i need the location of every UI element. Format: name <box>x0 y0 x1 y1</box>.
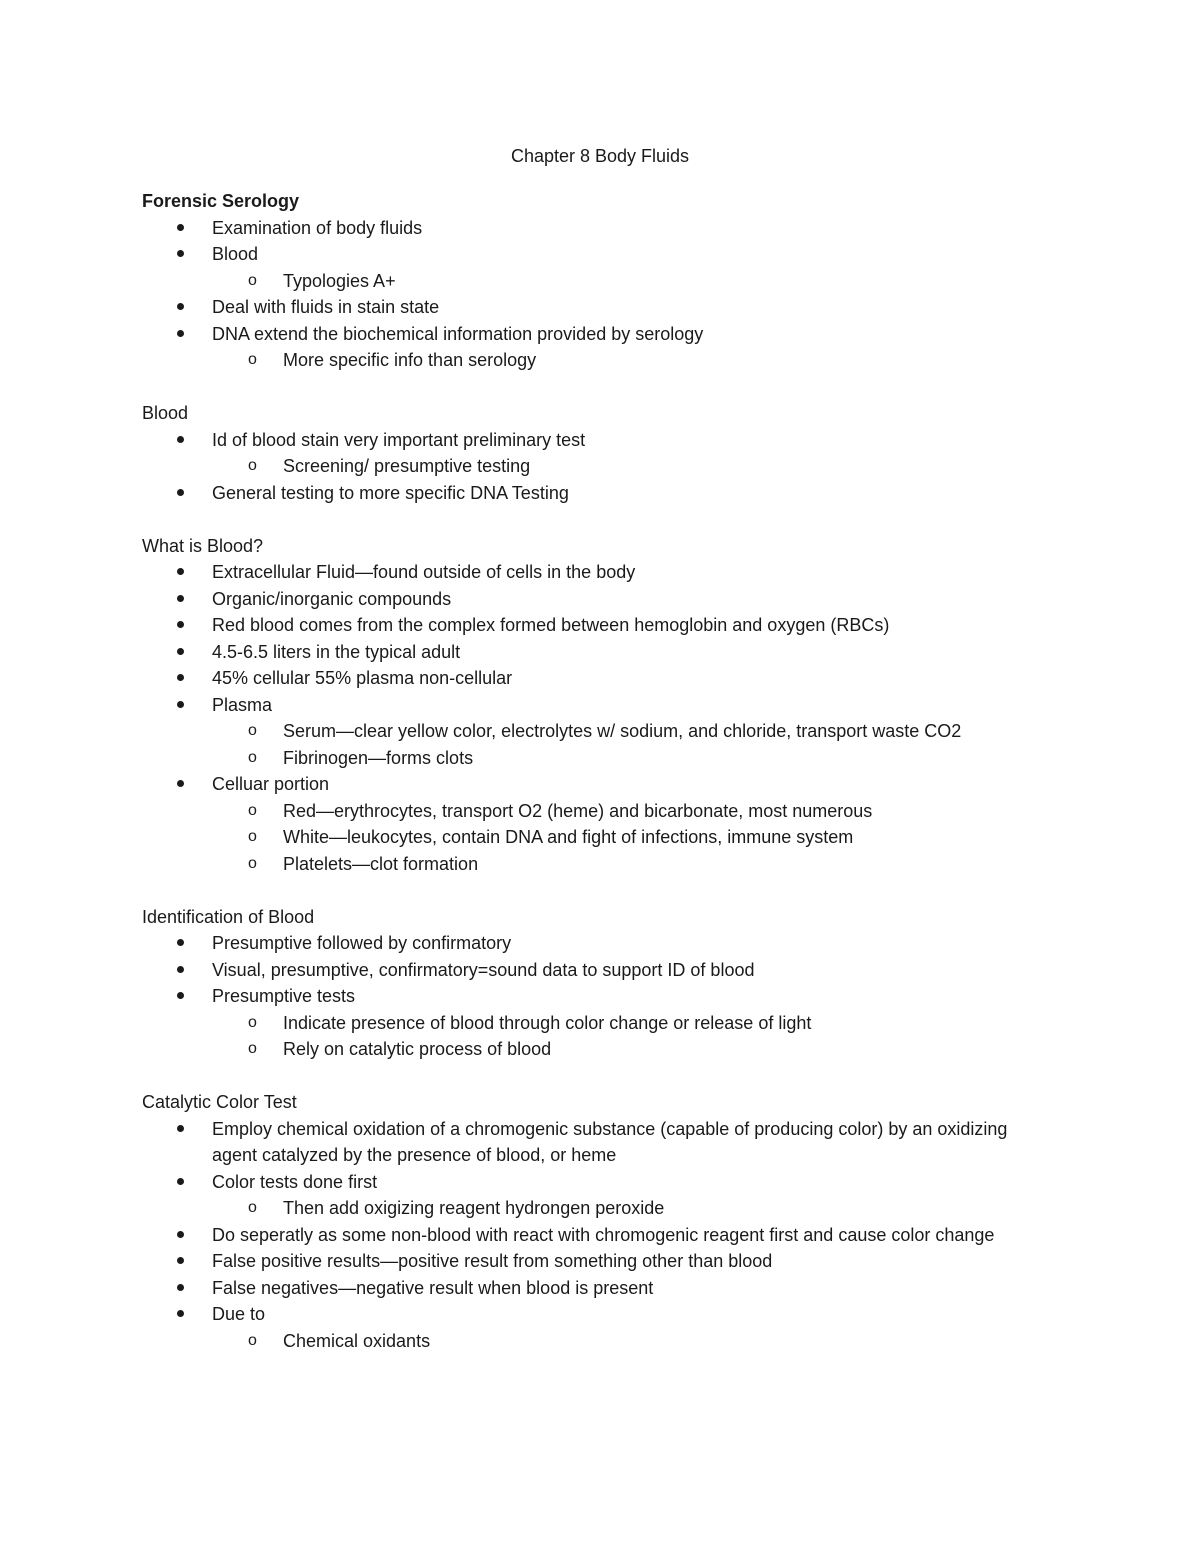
section-heading: Forensic Serology <box>142 191 300 211</box>
sub-list-item-text: Then add oxigizing reagent hydrongen peroxide <box>283 1198 665 1218</box>
bullet-dot-icon <box>177 330 184 337</box>
list-item <box>142 1116 1042 1169</box>
list-item <box>142 1248 1042 1275</box>
hollow-bullet-icon: o <box>248 1199 257 1216</box>
sub-bullet-list <box>212 347 1042 374</box>
sub-bullet-list <box>212 1195 1042 1222</box>
list-item-text: Organic/inorganic compounds <box>212 588 452 609</box>
list-item-text: 45% cellular 55% plasma non-cellular <box>212 668 513 688</box>
sub-list-item <box>142 268 1042 295</box>
hollow-bullet-icon: o <box>248 457 257 474</box>
list-item <box>142 427 1042 480</box>
bullet-list <box>142 427 1042 507</box>
hollow-bullet-icon: o <box>248 748 257 766</box>
list-item <box>142 665 1042 692</box>
sub-list-item-text: Indicate presence of blood through color change or release of light <box>283 1012 812 1033</box>
bullet-dot-icon <box>177 1178 184 1185</box>
sub-list-item-text: Platelets—clot formation <box>283 853 479 874</box>
sub-list-item-text: Typologies A+ <box>283 270 396 291</box>
sub-list-item <box>142 1010 1042 1037</box>
list-item-text: Color tests done first <box>212 1171 378 1192</box>
list-item-text: Due to <box>212 1304 266 1324</box>
list-item <box>142 1222 1042 1249</box>
sub-list-item <box>142 1036 1042 1063</box>
bullet-dot-icon <box>177 674 184 681</box>
list-item-text: Deal with fluids in stain state <box>212 297 440 317</box>
hollow-bullet-icon: o <box>248 722 257 739</box>
bullet-dot-icon <box>177 621 184 628</box>
list-item <box>142 241 1042 294</box>
list-item <box>142 480 1042 507</box>
document-body <box>142 188 1042 1354</box>
hollow-bullet-icon: o <box>248 1013 257 1031</box>
sub-list-item-text: More specific info than serology <box>283 350 537 370</box>
sub-list-item-text: Chemical oxidants <box>283 1330 431 1351</box>
list-item-text: Plasma <box>212 694 273 715</box>
list-item-text: Visual, presumptive, confirmatory=sound data to support ID of blood <box>212 959 755 980</box>
sub-bullet-list <box>212 1010 1042 1063</box>
hollow-bullet-icon: o <box>248 271 257 289</box>
sub-list-item-text: White—leukocytes, contain DNA and fight of infections, immune system <box>283 827 854 847</box>
sub-list-item <box>142 1328 1042 1355</box>
bullet-dot-icon <box>177 568 184 575</box>
sub-list-item <box>142 453 1042 480</box>
list-item <box>142 957 1042 984</box>
list-item-text: Red blood comes from the complex formed between hemoglobin and oxygen (RBCs) <box>212 615 890 635</box>
list-item <box>142 612 1042 639</box>
hollow-bullet-icon: o <box>248 828 257 845</box>
list-item <box>142 321 1042 374</box>
bullet-dot-icon <box>177 303 184 310</box>
bullet-list <box>142 215 1042 374</box>
notes-section <box>142 1089 1042 1354</box>
bullet-list <box>142 1116 1042 1355</box>
section-heading: What is Blood? <box>142 535 264 556</box>
sub-list-item <box>142 718 1042 745</box>
bullet-dot-icon <box>177 224 184 231</box>
bullet-dot-icon <box>177 648 184 655</box>
hollow-bullet-icon: o <box>248 1331 257 1349</box>
section-heading: Identification of Blood <box>142 906 315 927</box>
list-item-text: Extracellular Fluid—found outside of cells in the body <box>212 562 636 582</box>
sub-list-item <box>142 1195 1042 1222</box>
list-item <box>142 771 1042 877</box>
sub-list-item-text: Fibrinogen—forms clots <box>283 747 474 768</box>
list-item-text: Blood <box>212 244 259 264</box>
bullet-dot-icon <box>177 701 184 708</box>
list-item <box>142 559 1042 586</box>
sub-list-item <box>142 798 1042 825</box>
section-heading: Catalytic Color Test <box>142 1092 297 1112</box>
list-item <box>142 1301 1042 1354</box>
list-item <box>142 1275 1042 1302</box>
list-item-text: 4.5-6.5 liters in the typical adult <box>212 641 461 662</box>
list-item-text: Celluar portion <box>212 774 330 794</box>
sub-list-item <box>142 851 1042 878</box>
list-item-text: Do seperatly as some non-blood with react with chromogenic reagent first and cause color change <box>212 1224 995 1245</box>
list-item <box>142 215 1042 242</box>
list-item <box>142 983 1042 1063</box>
hollow-bullet-icon: o <box>248 854 257 872</box>
bullet-dot-icon <box>177 1125 184 1132</box>
list-item <box>142 930 1042 957</box>
sub-bullet-list <box>212 268 1042 295</box>
list-item-text: Examination of body fluids <box>212 217 423 238</box>
list-item-text: General testing to more specific DNA Testing <box>212 482 569 503</box>
bullet-dot-icon <box>177 1257 184 1264</box>
bullet-dot-icon <box>177 595 184 602</box>
sub-list-item-text: Serum—clear yellow color, electrolytes w/ sodium, and chloride, transport waste CO2 <box>283 721 962 741</box>
sub-list-item-text: Screening/ presumptive testing <box>283 456 531 476</box>
notes-section <box>142 400 1042 506</box>
bullet-list <box>142 559 1042 877</box>
bullet-dot-icon <box>177 1310 184 1317</box>
section-heading: Blood <box>142 403 189 423</box>
bullet-dot-icon <box>177 1284 184 1291</box>
list-item-text: False negatives—negative result when blood is present <box>212 1277 654 1298</box>
list-item <box>142 294 1042 321</box>
list-item-text: Employ chemical oxidation of a chromogenic substance (capable of producing color) by an oxidizing agent catalyzed by the presence of blood, or heme <box>212 1118 1008 1165</box>
list-item-text: False positive results—positive result from something other than blood <box>212 1251 773 1271</box>
notes-section <box>142 533 1042 878</box>
sub-list-item <box>142 745 1042 772</box>
list-item <box>142 586 1042 613</box>
notes-section <box>142 188 1042 374</box>
bullet-list <box>142 930 1042 1063</box>
hollow-bullet-icon: o <box>248 351 257 368</box>
list-item-text: Id of blood stain very important preliminary test <box>212 429 586 450</box>
list-item-text: DNA extend the biochemical information provided by serology <box>212 323 704 344</box>
list-item <box>142 692 1042 772</box>
sub-list-item <box>142 824 1042 851</box>
sub-list-item-text: Rely on catalytic process of blood <box>283 1039 552 1059</box>
bullet-dot-icon <box>177 250 184 257</box>
hollow-bullet-icon: o <box>248 801 257 819</box>
list-item <box>142 639 1042 666</box>
sub-list-item-text: Red—erythrocytes, transport O2 (heme) and bicarbonate, most numerous <box>283 800 873 821</box>
bullet-dot-icon <box>177 1231 184 1238</box>
list-item-text: Presumptive followed by confirmatory <box>212 933 512 953</box>
list-item-text: Presumptive tests <box>212 986 356 1006</box>
bullet-dot-icon <box>177 966 184 973</box>
sub-bullet-list <box>212 798 1042 878</box>
sub-bullet-list <box>212 453 1042 480</box>
list-item <box>142 1169 1042 1222</box>
notes-section <box>142 904 1042 1063</box>
sub-bullet-list <box>212 1328 1042 1355</box>
sub-bullet-list <box>212 718 1042 771</box>
bullet-dot-icon <box>177 939 184 946</box>
bullet-dot-icon <box>177 436 184 443</box>
sub-list-item <box>142 347 1042 374</box>
bullet-dot-icon <box>177 489 184 496</box>
page-title: Chapter 8 Body Fluids <box>510 146 690 166</box>
hollow-bullet-icon: o <box>248 1040 257 1057</box>
bullet-dot-icon <box>177 780 184 787</box>
bullet-dot-icon <box>177 992 184 999</box>
